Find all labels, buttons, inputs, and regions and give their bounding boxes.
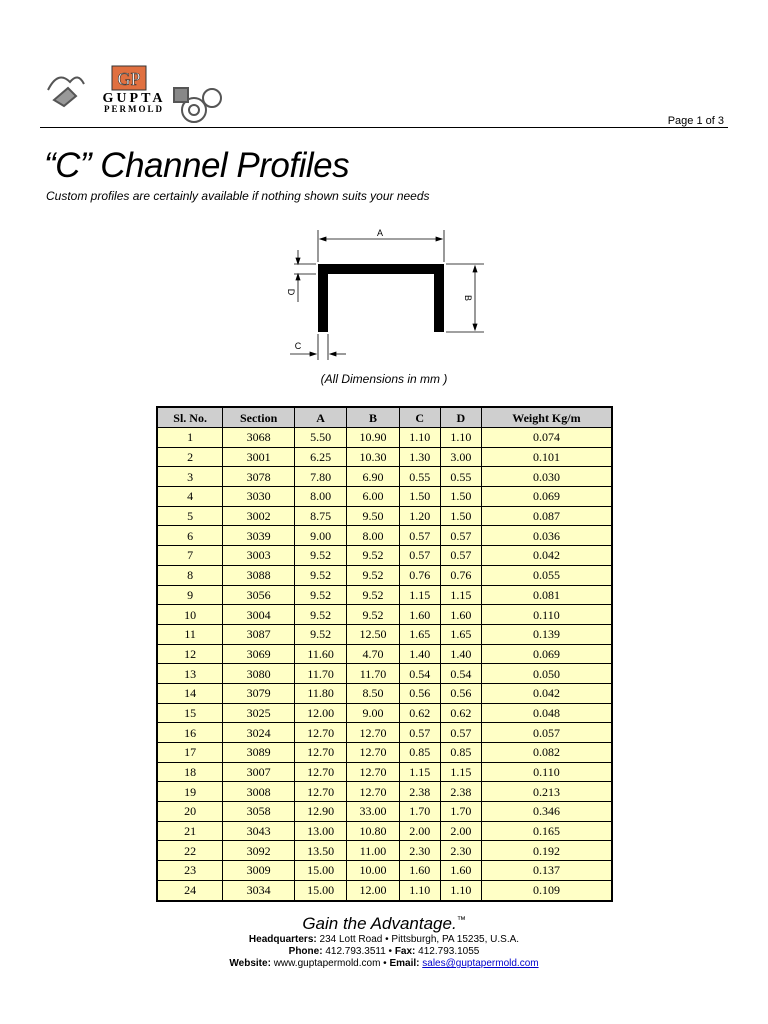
cell-a: 11.70	[294, 664, 346, 684]
cell-section: 3034	[223, 880, 295, 900]
cell-weight: 0.087	[481, 506, 612, 526]
cell-section: 3058	[223, 802, 295, 822]
cell-c: 0.55	[399, 467, 440, 487]
cell-section: 3008	[223, 782, 295, 802]
cell-sl-no: 15	[157, 703, 223, 723]
tagline	[0, 914, 768, 934]
cell-section: 3068	[223, 428, 295, 448]
cell-section: 3078	[223, 467, 295, 487]
channel-shape	[318, 264, 444, 332]
table-row	[157, 428, 612, 448]
cell-a: 9.52	[294, 546, 346, 566]
cell-a: 15.00	[294, 861, 346, 881]
cell-c: 1.30	[399, 447, 440, 467]
cell-sl-no: 2	[157, 447, 223, 467]
cell-b: 10.30	[347, 447, 399, 467]
label-c: C	[294, 341, 302, 351]
cell-sl-no: 10	[157, 605, 223, 625]
cell-d: 0.57	[440, 546, 481, 566]
cell-a: 5.50	[294, 428, 346, 448]
cell-weight: 0.101	[481, 447, 612, 467]
table-row	[157, 467, 612, 487]
table-header-row	[157, 407, 612, 428]
cell-a: 12.70	[294, 762, 346, 782]
cell-section: 3039	[223, 526, 295, 546]
table-row	[157, 526, 612, 546]
cell-sl-no: 5	[157, 506, 223, 526]
logo-line1: GUPTA	[102, 91, 166, 106]
cell-b: 8.50	[347, 683, 399, 703]
dimension-note: (All Dimensions in mm )	[320, 372, 448, 386]
phone-label: Phone:	[288, 946, 323, 957]
footer-phone-fax	[0, 946, 768, 958]
hq-value: 234 Lott Road • Pittsburgh, PA 15235, U.S.A.	[319, 934, 520, 945]
cell-section: 3089	[223, 743, 295, 763]
page-subtitle: Custom profiles are certainly available if nothing shown suits your needs	[46, 189, 430, 203]
cell-weight: 0.057	[481, 723, 612, 743]
cell-sl-no: 23	[157, 861, 223, 881]
cell-section: 3009	[223, 861, 295, 881]
cell-section: 3004	[223, 605, 295, 625]
cell-a: 9.52	[294, 624, 346, 644]
cell-weight: 0.048	[481, 703, 612, 723]
cell-c: 1.60	[399, 605, 440, 625]
table-row	[157, 447, 612, 467]
table-row	[157, 821, 612, 841]
cell-sl-no: 19	[157, 782, 223, 802]
cell-a: 11.80	[294, 683, 346, 703]
cell-d: 0.76	[440, 565, 481, 585]
cell-weight: 0.042	[481, 683, 612, 703]
cell-a: 12.70	[294, 743, 346, 763]
cell-b: 12.70	[347, 723, 399, 743]
cell-b: 9.52	[347, 565, 399, 585]
cell-d: 1.50	[440, 487, 481, 507]
cell-weight: 0.042	[481, 546, 612, 566]
cell-c: 0.85	[399, 743, 440, 763]
table-row	[157, 802, 612, 822]
cell-c: 2.38	[399, 782, 440, 802]
cell-weight: 0.055	[481, 565, 612, 585]
label-b: B	[463, 294, 473, 302]
cell-c: 2.00	[399, 821, 440, 841]
cell-sl-no: 8	[157, 565, 223, 585]
cell-weight: 0.346	[481, 802, 612, 822]
cell-sl-no: 13	[157, 664, 223, 684]
cell-sl-no: 16	[157, 723, 223, 743]
hq-label: Headquarters:	[248, 934, 317, 945]
cell-weight: 0.110	[481, 605, 612, 625]
logo-line2: PERMOLD	[104, 104, 164, 114]
fax-value: 412.793.1055	[418, 946, 480, 957]
email-label: Email:	[389, 958, 420, 969]
cell-section: 3002	[223, 506, 295, 526]
cell-c: 1.40	[399, 644, 440, 664]
cell-c: 1.10	[399, 428, 440, 448]
cell-section: 3007	[223, 762, 295, 782]
column-header-c: C	[399, 407, 440, 428]
cell-d: 0.62	[440, 703, 481, 723]
cell-c: 0.57	[399, 723, 440, 743]
cell-weight: 0.139	[481, 624, 612, 644]
column-header-b: B	[347, 407, 399, 428]
cell-weight: 0.036	[481, 526, 612, 546]
table-row	[157, 762, 612, 782]
cell-c: 0.76	[399, 565, 440, 585]
cell-weight: 0.110	[481, 762, 612, 782]
cell-a: 9.00	[294, 526, 346, 546]
cell-sl-no: 21	[157, 821, 223, 841]
cell-sl-no: 20	[157, 802, 223, 822]
website-label: Website:	[229, 958, 271, 969]
cell-b: 9.00	[347, 703, 399, 723]
cell-section: 3088	[223, 565, 295, 585]
cell-weight: 0.213	[481, 782, 612, 802]
cell-a: 9.52	[294, 605, 346, 625]
cell-d: 1.70	[440, 802, 481, 822]
cell-b: 4.70	[347, 644, 399, 664]
header-divider	[40, 127, 728, 128]
column-header-sl-no: Sl. No.	[157, 407, 223, 428]
cell-weight: 0.081	[481, 585, 612, 605]
cell-sl-no: 12	[157, 644, 223, 664]
cell-d: 0.54	[440, 664, 481, 684]
cell-b: 6.00	[347, 487, 399, 507]
cell-a: 8.00	[294, 487, 346, 507]
cell-d: 0.57	[440, 526, 481, 546]
cell-a: 12.00	[294, 703, 346, 723]
cell-c: 1.15	[399, 585, 440, 605]
cell-weight: 0.165	[481, 821, 612, 841]
cell-d: 1.65	[440, 624, 481, 644]
cell-b: 8.00	[347, 526, 399, 546]
email-link[interactable]: sales@guptapermold.com	[422, 958, 539, 969]
cell-sl-no: 3	[157, 467, 223, 487]
table-row	[157, 683, 612, 703]
cell-b: 10.80	[347, 821, 399, 841]
cell-b: 12.00	[347, 880, 399, 900]
cell-c: 0.56	[399, 683, 440, 703]
website-value: www.guptapermold.com •	[273, 958, 387, 969]
profiles-table	[156, 406, 613, 902]
cell-section: 3043	[223, 821, 295, 841]
cell-weight: 0.109	[481, 880, 612, 900]
cell-d: 1.50	[440, 506, 481, 526]
cell-section: 3025	[223, 703, 295, 723]
table-row	[157, 782, 612, 802]
cell-sl-no: 7	[157, 546, 223, 566]
column-header-weight: Weight Kg/m	[481, 407, 612, 428]
cell-b: 9.52	[347, 605, 399, 625]
cell-a: 8.75	[294, 506, 346, 526]
cell-sl-no: 18	[157, 762, 223, 782]
cell-b: 9.52	[347, 546, 399, 566]
cell-sl-no: 11	[157, 624, 223, 644]
cell-b: 11.70	[347, 664, 399, 684]
cell-b: 9.52	[347, 585, 399, 605]
cell-sl-no: 6	[157, 526, 223, 546]
footer-web-email	[0, 958, 768, 970]
cell-sl-no: 14	[157, 683, 223, 703]
phone-value: 412.793.3511 •	[325, 946, 393, 957]
cell-c: 0.54	[399, 664, 440, 684]
cell-a: 9.52	[294, 565, 346, 585]
cell-a: 6.25	[294, 447, 346, 467]
cell-sl-no: 17	[157, 743, 223, 763]
cell-d: 0.55	[440, 467, 481, 487]
cell-a: 7.80	[294, 467, 346, 487]
cell-d: 1.60	[440, 861, 481, 881]
cell-b: 10.90	[347, 428, 399, 448]
cell-c: 0.57	[399, 546, 440, 566]
label-a: A	[376, 228, 384, 238]
cell-c: 1.70	[399, 802, 440, 822]
cell-sl-no: 1	[157, 428, 223, 448]
cell-b: 9.50	[347, 506, 399, 526]
table-row	[157, 861, 612, 881]
tagline-text: Gain the Advantage.	[302, 914, 457, 933]
cell-weight: 0.050	[481, 664, 612, 684]
table-row	[157, 506, 612, 526]
cell-d: 3.00	[440, 447, 481, 467]
cell-c: 2.30	[399, 841, 440, 861]
cell-sl-no: 22	[157, 841, 223, 861]
cell-section: 3001	[223, 447, 295, 467]
table-row	[157, 723, 612, 743]
cell-c: 1.20	[399, 506, 440, 526]
cell-c: 0.62	[399, 703, 440, 723]
cell-d: 0.85	[440, 743, 481, 763]
column-header-section: Section	[223, 407, 295, 428]
cell-section: 3003	[223, 546, 295, 566]
table-row	[157, 644, 612, 664]
cell-d: 1.10	[440, 428, 481, 448]
cell-c: 1.15	[399, 762, 440, 782]
label-d: D	[286, 288, 296, 296]
page-number: Page 1 of 3	[667, 115, 724, 127]
cell-section: 3092	[223, 841, 295, 861]
cell-c: 1.60	[399, 861, 440, 881]
cell-b: 12.70	[347, 743, 399, 763]
cell-d: 1.15	[440, 762, 481, 782]
cell-b: 12.50	[347, 624, 399, 644]
cell-d: 0.56	[440, 683, 481, 703]
cell-d: 1.60	[440, 605, 481, 625]
cell-d: 0.57	[440, 723, 481, 743]
cell-weight: 0.030	[481, 467, 612, 487]
cell-section: 3030	[223, 487, 295, 507]
cell-d: 1.10	[440, 880, 481, 900]
cell-weight: 0.082	[481, 743, 612, 763]
cell-c: 0.57	[399, 526, 440, 546]
cell-c: 1.65	[399, 624, 440, 644]
cell-c: 1.10	[399, 880, 440, 900]
table-row	[157, 664, 612, 684]
cell-a: 13.50	[294, 841, 346, 861]
table-row	[157, 546, 612, 566]
page-footer	[0, 914, 768, 970]
cell-sl-no: 9	[157, 585, 223, 605]
channel-profile-diagram	[270, 222, 500, 362]
cell-section: 3056	[223, 585, 295, 605]
trademark-symbol: ™	[456, 914, 466, 925]
cell-b: 12.70	[347, 782, 399, 802]
cell-a: 13.00	[294, 821, 346, 841]
cell-weight: 0.192	[481, 841, 612, 861]
fax-label: Fax:	[394, 946, 416, 957]
cell-section: 3079	[223, 683, 295, 703]
cell-section: 3024	[223, 723, 295, 743]
cell-weight: 0.137	[481, 861, 612, 881]
cell-a: 12.70	[294, 723, 346, 743]
cell-b: 12.70	[347, 762, 399, 782]
table-row	[157, 565, 612, 585]
table-row	[157, 743, 612, 763]
cell-a: 11.60	[294, 644, 346, 664]
table-row	[157, 880, 612, 900]
cell-section: 3080	[223, 664, 295, 684]
cell-a: 9.52	[294, 585, 346, 605]
table-row	[157, 605, 612, 625]
column-header-d: D	[440, 407, 481, 428]
gupta-permold-logo-icon	[44, 60, 224, 128]
logo-badge-text: GP	[117, 69, 141, 89]
cell-d: 2.38	[440, 782, 481, 802]
table-row	[157, 487, 612, 507]
column-header-a: A	[294, 407, 346, 428]
cell-b: 10.00	[347, 861, 399, 881]
cell-d: 1.40	[440, 644, 481, 664]
footer-headquarters	[0, 934, 768, 946]
cell-a: 15.00	[294, 880, 346, 900]
cell-d: 1.15	[440, 585, 481, 605]
table-row	[157, 841, 612, 861]
cell-b: 33.00	[347, 802, 399, 822]
cell-section: 3087	[223, 624, 295, 644]
cell-weight: 0.074	[481, 428, 612, 448]
cell-a: 12.70	[294, 782, 346, 802]
cell-b: 11.00	[347, 841, 399, 861]
cell-d: 2.00	[440, 821, 481, 841]
page-title: “C” Channel Profiles	[44, 146, 350, 185]
cell-a: 12.90	[294, 802, 346, 822]
table-row	[157, 703, 612, 723]
table-body	[157, 428, 612, 901]
table-row	[157, 624, 612, 644]
cell-sl-no: 24	[157, 880, 223, 900]
company-logo	[44, 60, 224, 128]
cell-b: 6.90	[347, 467, 399, 487]
cell-c: 1.50	[399, 487, 440, 507]
cell-d: 2.30	[440, 841, 481, 861]
cell-weight: 0.069	[481, 644, 612, 664]
table-row	[157, 585, 612, 605]
cell-sl-no: 4	[157, 487, 223, 507]
cell-section: 3069	[223, 644, 295, 664]
cell-weight: 0.069	[481, 487, 612, 507]
